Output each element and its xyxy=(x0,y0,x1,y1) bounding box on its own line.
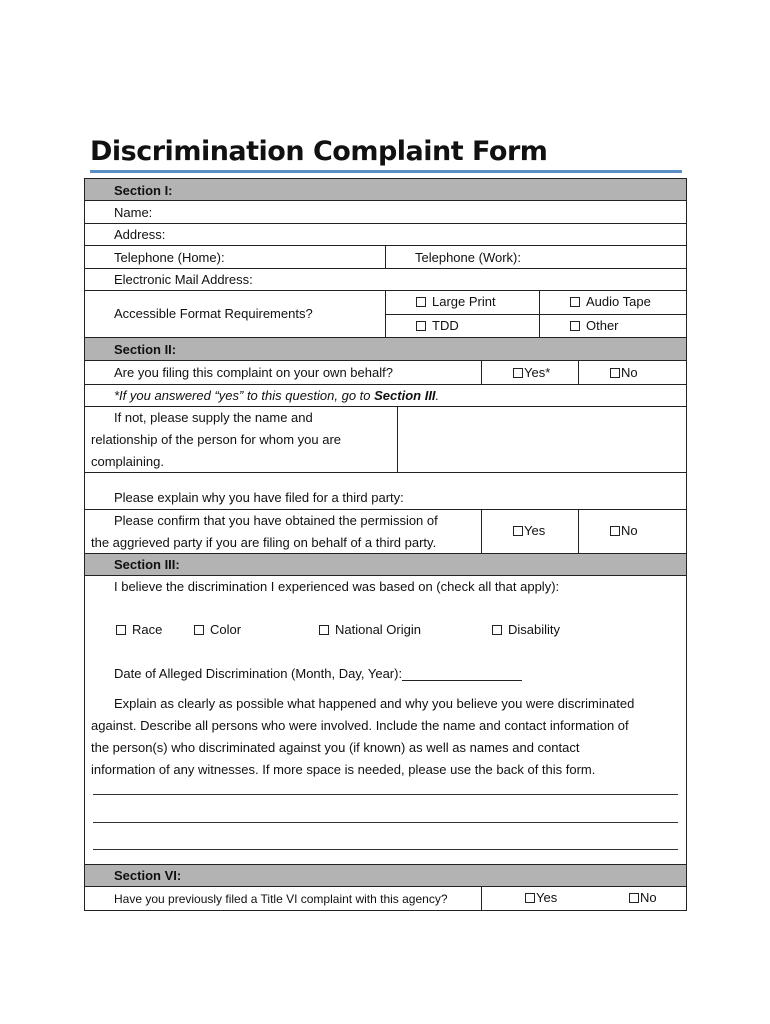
format-divider xyxy=(386,314,539,315)
own-behalf-no-label: No xyxy=(621,365,638,380)
explain-line-3: the person(s) who discriminated against you (if known) as well as names and contact xyxy=(91,740,580,755)
previous-complaint-question: Have you previously filed a Title VI complaint with this agency? xyxy=(114,892,448,906)
if-not-line-1: If not, please supply the name and xyxy=(114,410,313,425)
other-option[interactable] xyxy=(570,318,619,333)
email-label: Electronic Mail Address: xyxy=(114,272,253,287)
section-1-header: Section I: xyxy=(84,178,687,201)
note-text: *If you answered “yes” to this question, go to xyxy=(114,388,375,403)
believe-statement: I believe the discrimination I experienced was based on (check all that apply): xyxy=(114,579,560,594)
tdd-checkbox[interactable] xyxy=(416,321,426,331)
third-party-question: Please explain why you have filed for a third party: xyxy=(114,490,404,505)
other-label: Other xyxy=(586,318,619,333)
name-label: Name: xyxy=(114,205,153,220)
color-checkbox[interactable] xyxy=(194,625,204,635)
permission-no-label: No xyxy=(621,523,638,538)
permission-row xyxy=(84,510,687,554)
permission-yes-cell[interactable] xyxy=(481,510,578,553)
previous-no-label: No xyxy=(640,890,657,905)
date-field[interactable] xyxy=(402,668,522,681)
accessible-format-row xyxy=(84,291,687,338)
address-row[interactable] xyxy=(84,224,687,246)
previous-complaint-row xyxy=(84,887,687,911)
explain-line-4: information of any witnesses. If more space is needed, please use the back of this form. xyxy=(91,762,596,777)
explain-line-1: Explain as clearly as possible what happened and why you believe you were discriminated xyxy=(114,696,635,711)
previous-yes-cell[interactable] xyxy=(481,887,592,910)
if-not-answer-cell[interactable] xyxy=(397,407,686,472)
complaint-form xyxy=(84,178,687,911)
audio-tape-label: Audio Tape xyxy=(586,294,651,309)
own-behalf-yes-checkbox[interactable] xyxy=(513,368,523,378)
large-print-option[interactable] xyxy=(416,294,496,309)
race-checkbox[interactable] xyxy=(116,625,126,635)
large-print-checkbox[interactable] xyxy=(416,297,426,307)
note-row xyxy=(84,385,687,407)
audio-tape-checkbox[interactable] xyxy=(570,297,580,307)
other-checkbox[interactable] xyxy=(570,321,580,331)
explain-line-2: against. Describe all persons who were involved. Include the name and contact information of xyxy=(91,718,629,733)
previous-no-cell[interactable] xyxy=(592,887,686,910)
national-origin-option[interactable] xyxy=(319,622,421,637)
tdd-label: TDD xyxy=(432,318,459,333)
section-note xyxy=(114,388,439,403)
note-end: . xyxy=(435,388,440,403)
permission-no-checkbox[interactable] xyxy=(610,526,620,536)
permission-yes-label: Yes xyxy=(524,523,546,538)
section-3-body xyxy=(84,576,687,865)
write-line-2[interactable] xyxy=(93,822,678,823)
if-not-line-3: complaining. xyxy=(91,454,164,469)
own-behalf-row xyxy=(84,361,687,385)
title-underline xyxy=(90,170,682,173)
section-2-header: Section II: xyxy=(84,338,687,361)
own-behalf-no-checkbox[interactable] xyxy=(610,368,620,378)
disability-label: Disability xyxy=(508,622,561,637)
disability-option[interactable] xyxy=(492,622,560,637)
previous-yes-label: Yes xyxy=(536,890,558,905)
name-row[interactable] xyxy=(84,201,687,224)
own-behalf-yes-label: Yes* xyxy=(524,365,551,380)
previous-yes-checkbox[interactable] xyxy=(525,893,535,903)
if-not-row xyxy=(84,407,687,473)
format-col-2 xyxy=(539,291,686,337)
section-3-header: Section III: xyxy=(84,554,687,576)
write-line-1[interactable] xyxy=(93,794,678,795)
if-not-line-2: relationship of the person for whom you are xyxy=(91,432,342,447)
telephone-work-label: Telephone (Work): xyxy=(415,250,521,265)
national-origin-checkbox[interactable] xyxy=(319,625,329,635)
disability-checkbox[interactable] xyxy=(492,625,502,635)
note-section-ref: Section III xyxy=(374,388,436,403)
format-divider-2 xyxy=(540,314,686,315)
write-line-3[interactable] xyxy=(93,849,678,850)
third-party-row[interactable] xyxy=(84,473,687,510)
own-behalf-no-cell[interactable] xyxy=(578,361,686,384)
permission-yes-checkbox[interactable] xyxy=(513,526,523,536)
permission-no-cell[interactable] xyxy=(578,510,686,553)
date-row xyxy=(114,666,522,681)
address-label: Address: xyxy=(114,227,166,242)
tdd-option[interactable] xyxy=(416,318,459,333)
own-behalf-question: Are you filing this complaint on your own behalf? xyxy=(114,365,393,380)
section-6-header: Section VI: xyxy=(84,865,687,887)
telephone-row xyxy=(84,246,687,269)
audio-tape-option[interactable] xyxy=(570,294,651,309)
large-print-label: Large Print xyxy=(432,294,496,309)
race-option[interactable] xyxy=(116,622,162,637)
date-label: Date of Alleged Discrimination (Month, Day, Year): xyxy=(114,666,403,681)
own-behalf-yes-cell[interactable] xyxy=(481,361,578,384)
national-origin-label: National Origin xyxy=(335,622,421,637)
explain-paragraph xyxy=(91,693,672,781)
telephone-work-cell[interactable] xyxy=(385,246,686,268)
format-col-1 xyxy=(385,291,539,337)
permission-line-1: Please confirm that you have obtained the permission of xyxy=(114,513,438,528)
accessible-format-label: Accessible Format Requirements? xyxy=(114,306,313,321)
race-label: Race xyxy=(132,622,163,637)
email-row[interactable] xyxy=(84,269,687,291)
form-title: Discrimination Complaint Form xyxy=(90,136,548,167)
previous-no-checkbox[interactable] xyxy=(629,893,639,903)
color-option[interactable] xyxy=(194,622,241,637)
permission-line-2: the aggrieved party if you are filing on behalf of a third party. xyxy=(91,535,437,550)
telephone-home-label: Telephone (Home): xyxy=(114,250,225,265)
color-label: Color xyxy=(210,622,242,637)
